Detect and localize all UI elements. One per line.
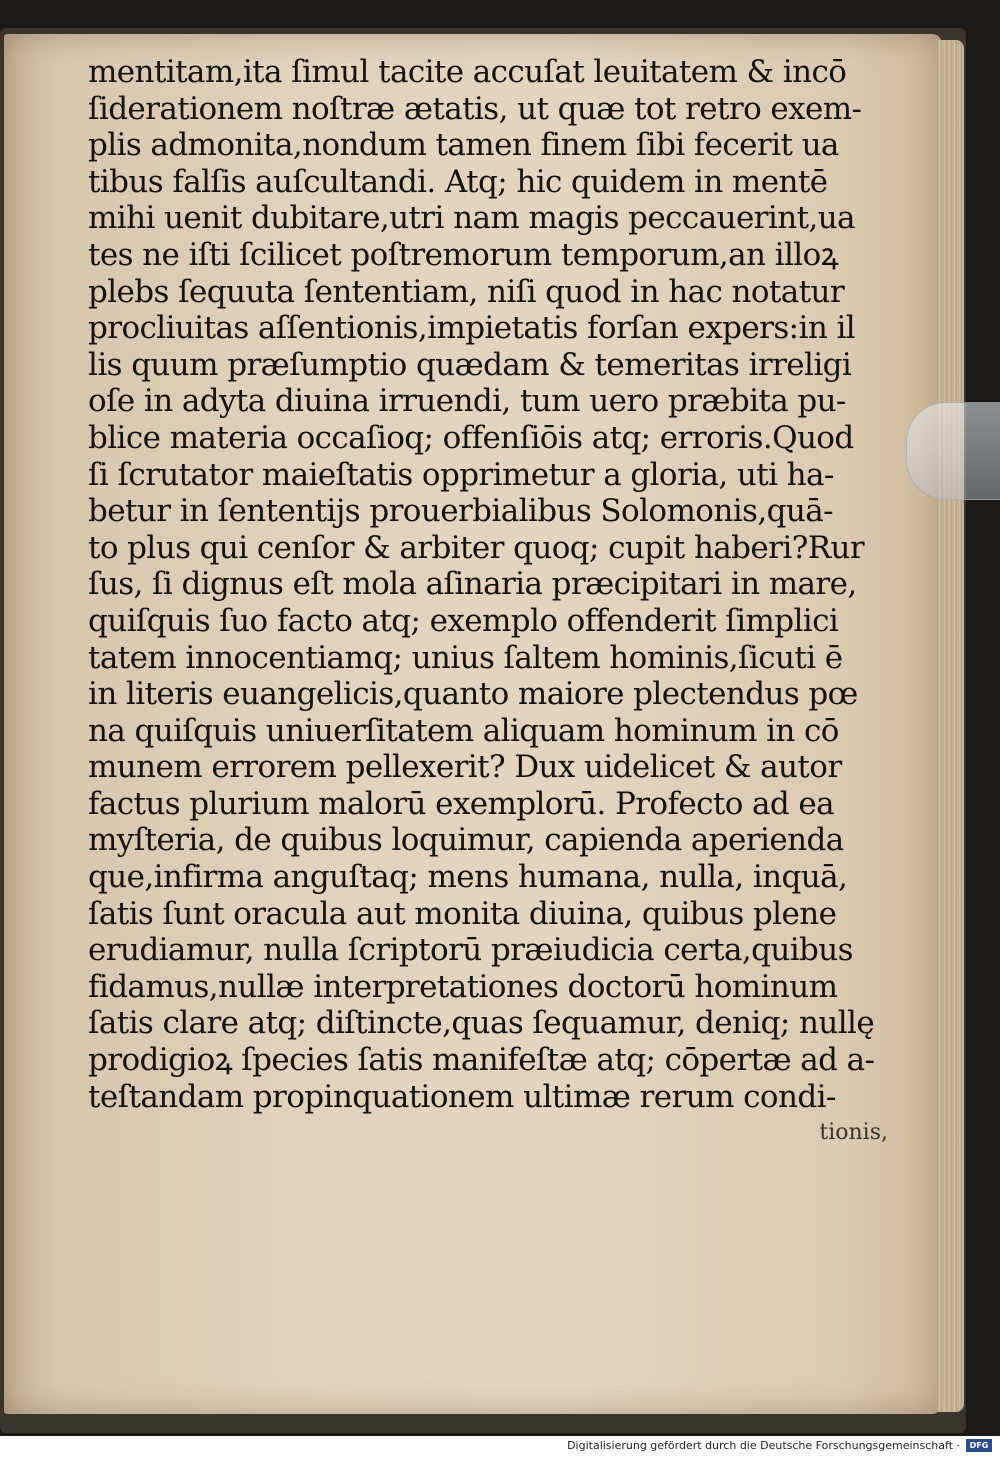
page-fore-edge xyxy=(938,40,964,1412)
text-line: tibus falſis auſcultandi. Atq; hic quidem in mentē xyxy=(88,163,828,200)
text-line: factus plurium malorū exemplorū. Profecto ad ea xyxy=(88,785,835,822)
bookmark-clip xyxy=(906,402,1000,500)
text-line: ſatis clare atq; diſtincte,quas ſequamur, deniq; nullę xyxy=(88,1005,875,1042)
text-line: na quiſquis uniuerſitatem aliquam hominum in cō xyxy=(88,712,839,749)
text-line: tes ne iſti ſcilicet poſtremorum temporum,an illoꝝ xyxy=(88,236,839,273)
text-line: teſtandam propinquationem ultimæ rerum condi- xyxy=(88,1078,836,1115)
text-line: plis admonita,nondum tamen finem ſibi fecerit ua xyxy=(88,127,839,164)
text-line: erudiamur, nulla ſcriptorū præiudicia certa,quibus xyxy=(88,932,853,969)
text-line: to plus qui cenſor & arbiter quoq; cupit haberi?Rur xyxy=(88,529,865,566)
text-line: myſteria, de quibus loquimur, capienda aperienda xyxy=(88,822,844,859)
text-line: plebs ſequuta ſententiam, niſi quod in hac notatur xyxy=(88,273,845,310)
text-line: mentitam,ita ſimul tacite accuſat leuitatem & incō xyxy=(88,54,847,90)
page-text xyxy=(88,54,888,1152)
text-line: procliuitas aſſentionis,impietatis forſan expers:in il xyxy=(88,310,856,347)
footer-credit: Digitalisierung gefördert durch die Deutsche Forschungsgemeinschaft · xyxy=(567,1439,960,1452)
dfg-logo-icon: DFG xyxy=(966,1439,992,1452)
text-line: munem errorem pellexerit? Dux uidelicet & autor xyxy=(88,749,842,786)
text-line: lis quum præſumptio quædam & temeritas irreligi xyxy=(88,346,852,383)
text-line: ſiderationem noſtræ ætatis, ut quæ tot retro exem- xyxy=(88,90,862,127)
text-line: tatem innocentiamq; unius ſaltem hominis,ſicuti ē xyxy=(88,639,843,676)
text-line: blice materia occaſioq; offenſiōis atq; erroris.Quod xyxy=(88,419,854,456)
text-line: oſe in adyta diuina irruendi, tum uero præbita pu- xyxy=(88,383,846,420)
digitization-footer xyxy=(0,1436,1000,1457)
text-line: quiſquis ſuo facto atq; exemplo offenderit ſimplici xyxy=(88,602,839,639)
text-line: ſi ſcrutator maieſtatis opprimetur a gloria, uti ha- xyxy=(88,456,834,493)
text-line: betur in ſententijs prouerbialibus Solomonis,quā- xyxy=(88,493,833,530)
text-line: ſus, ſi dignus eſt mola aſinaria præcipitari in mare, xyxy=(88,566,857,603)
catchword: tionis, xyxy=(819,1120,888,1146)
text-line: que,infirma anguſtaq; mens humana, nulla, inquā, xyxy=(88,859,848,896)
text-line: in literis euangelicis,quanto maiore plectendus pœ xyxy=(88,676,858,713)
text-line: fidamus,nullæ interpretationes doctorū hominum xyxy=(88,968,838,1005)
text-line: mihi uenit dubitare,utri nam magis peccauerint,ua xyxy=(88,200,855,237)
text-line: ſatis ſunt oracula aut monita diuina, quibus plene xyxy=(88,895,837,932)
text-line: prodigioꝝ ſpecies ſatis manifeſtæ atq; cōpertæ ad a- xyxy=(88,1042,875,1079)
